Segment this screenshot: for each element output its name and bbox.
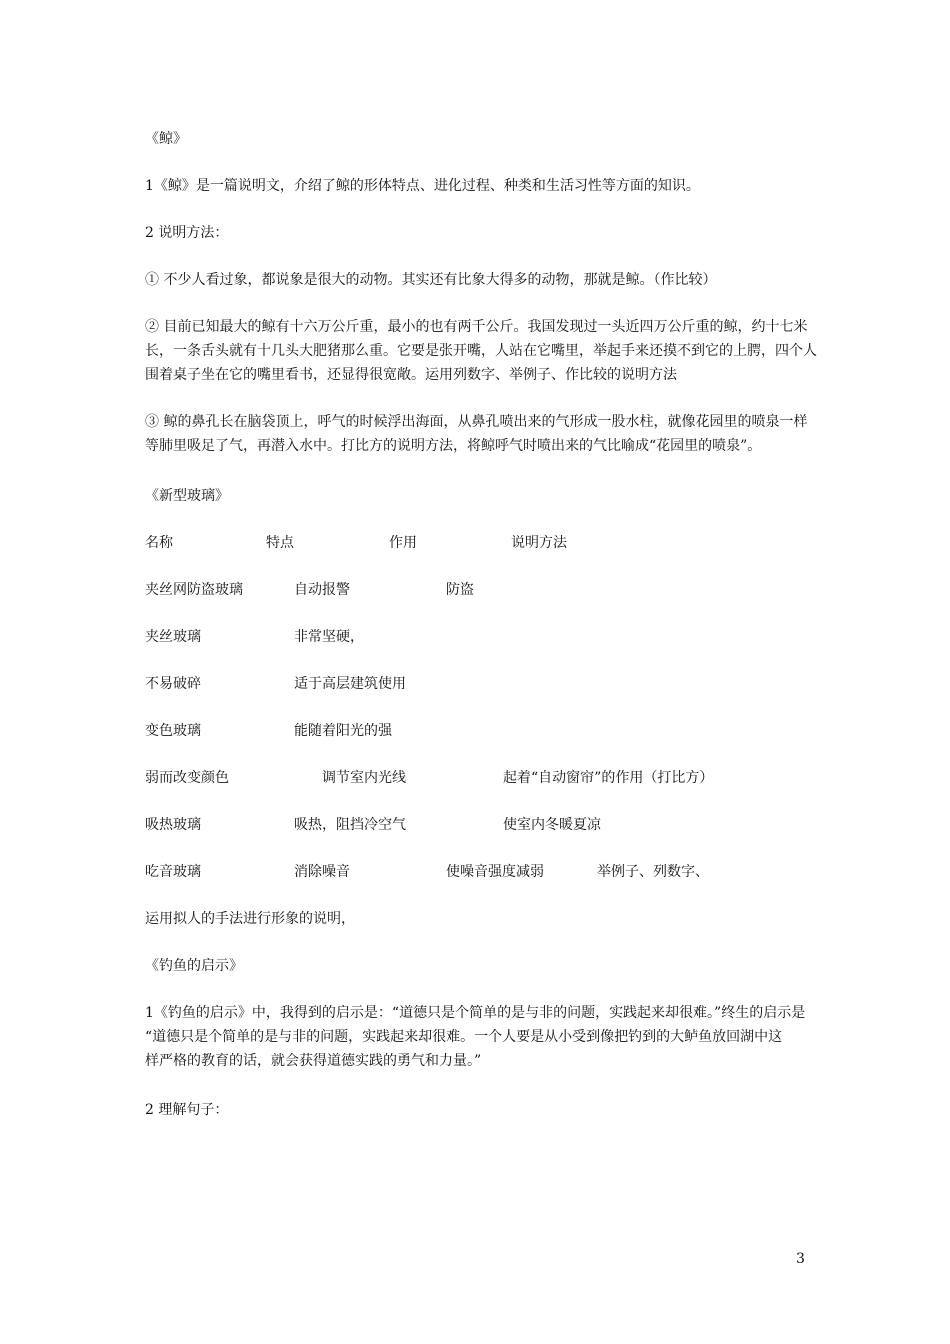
section-title-fishing: 《钓鱼的启示》 — [145, 958, 243, 974]
glass-note: 运用拟人的手法进行形象的说明， — [145, 911, 355, 927]
section-title-whale: 《鲸》 — [145, 131, 187, 147]
table-cell: 吸热，阻挡冷空气 — [294, 817, 406, 833]
paragraph-line: 等肺里吸足了气，再潜入水中。打比方的说明方法，将鲸呼气时喷出来的气比喻成“花园里的喷泉”。 — [145, 438, 762, 454]
table-cell: 变色玻璃 — [145, 723, 201, 739]
whale-method-item-3 — [145, 410, 808, 458]
section-title-glass: 《新型玻璃》 — [145, 488, 229, 504]
table-cell: 吸热玻璃 — [145, 817, 201, 833]
table-cell: 使噪音强度减弱 — [446, 864, 544, 880]
paragraph-line: 样严格的教育的话，就会获得道德实践的勇气和力量。” — [145, 1053, 482, 1069]
paragraph-line: “道德只是个简单的是与非的问题，实践起来却很难。一个人要是从小受到像把钓到的大鲈鱼放回湖中这 — [145, 1029, 783, 1045]
paragraph-line: 1《钓鱼的启示》中，我得到的启示是：“道德只是个简单的是与非的问题，实践起来却很难。”终生的启示是 — [145, 1005, 806, 1021]
fishing-point-2-heading: 2 理解句子： — [145, 1102, 229, 1118]
header-method: 说明方法 — [511, 535, 567, 551]
table-cell: 适于高层建筑使用 — [294, 676, 406, 692]
paragraph-line: 围着桌子坐在它的嘴里看书，还显得很宽敞。运用列数字、举例子、作比较的说明方法 — [145, 367, 677, 383]
table-cell: 消除噪音 — [294, 864, 350, 880]
header-name: 名称 — [145, 535, 173, 551]
table-cell: 非常坚硬， — [294, 629, 364, 645]
table-cell: 不易破碎 — [145, 676, 201, 692]
header-use: 作用 — [389, 535, 417, 551]
table-cell: 防盗 — [446, 582, 474, 598]
table-cell: 调节室内光线 — [322, 770, 406, 786]
table-cell: 自动报警 — [294, 582, 350, 598]
whale-point-2-heading: 2 说明方法： — [145, 225, 229, 241]
table-cell: 举例子、列数字、 — [597, 864, 709, 880]
paragraph-line: ③ 鲸的鼻孔长在脑袋顶上，呼气的时候浮出海面，从鼻孔喷出来的气形成一股水柱，就像花园里的喷泉一样 — [145, 414, 808, 430]
table-cell: 弱而改变颜色 — [145, 770, 229, 786]
header-feature: 特点 — [266, 535, 294, 551]
table-cell: 能随着阳光的强 — [294, 723, 392, 739]
whale-method-item-1: ① 不少人看过象，都说象是很大的动物。其实还有比象大得多的动物，那就是鲸。（作比较） — [145, 272, 717, 288]
table-cell: 吃音玻璃 — [145, 864, 201, 880]
fishing-point-1 — [145, 1001, 805, 1073]
table-cell: 使室内冬暖夏凉 — [503, 817, 601, 833]
table-cell: 起着“自动窗帘”的作用（打比方） — [503, 770, 714, 786]
page-number: 3 — [796, 1251, 805, 1267]
table-cell: 夹丝网防盗玻璃 — [145, 582, 243, 598]
paragraph-line: 长，一条舌头就有十几头大肥猪那么重。它要是张开嘴，人站在它嘴里，举起手来还摸不到它的上腭，四个人 — [145, 343, 817, 359]
table-cell: 夹丝玻璃 — [145, 629, 201, 645]
paragraph-line: ② 目前已知最大的鲸有十六万公斤重，最小的也有两千公斤。我国发现过一头近四万公斤重的鲸，约十七米 — [145, 319, 808, 335]
whale-point-1: 1《鲸》是一篇说明文，介绍了鲸的形体特点、进化过程、种类和生活习性等方面的知识。 — [145, 178, 700, 194]
whale-method-item-2 — [145, 315, 817, 387]
